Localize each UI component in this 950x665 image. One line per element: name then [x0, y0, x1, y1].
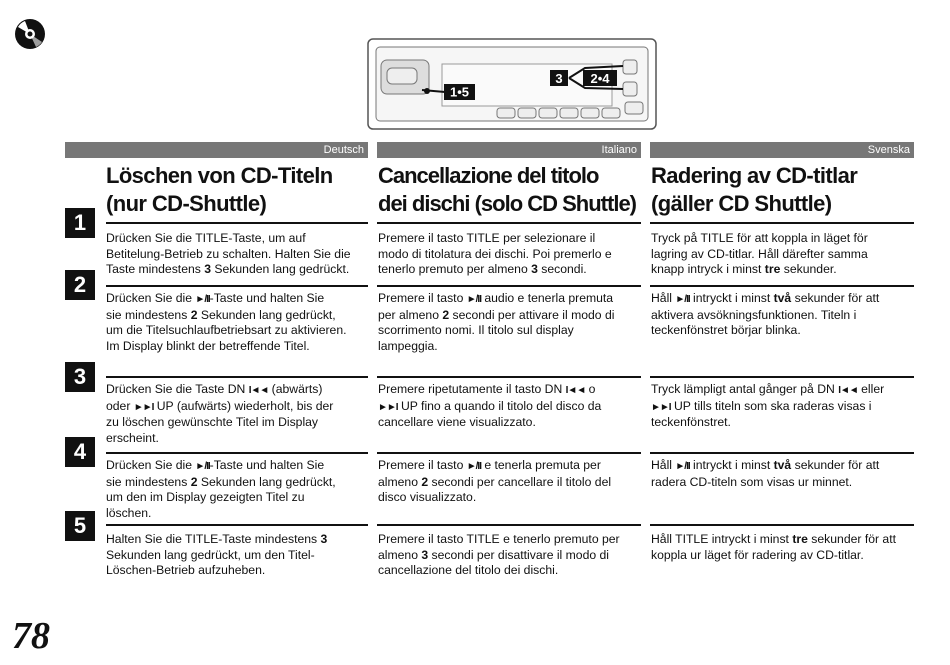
step-divider	[650, 285, 914, 287]
step-number-1: 1	[65, 208, 95, 238]
diagram-label-1-5: 1•5	[449, 84, 470, 100]
play-pause-icon: ►/II	[195, 461, 210, 472]
step-divider	[377, 452, 641, 454]
car-stereo-diagram	[367, 38, 657, 130]
language-bar-svenska: Svenska	[650, 142, 914, 158]
next-track-icon: ►►I	[651, 401, 671, 413]
page-number: 78	[12, 615, 50, 657]
step-text-de-1: Drücken Sie die TITLE-Taste, um auf Betitelung-Betrieb zu schalten. Halten Sie die Taste mindestens 3 Sekunden lang gedrückt.	[106, 231, 351, 276]
step-text-it-2: Premere il tasto ►/II audio e tenerla premuta per almeno 2 secondi per attivare il modo di scorrimento nomi. Il titolo sul display lampeggia.	[378, 291, 615, 353]
step-number-3: 3	[65, 362, 95, 392]
step-text-it-3: Premere ripetutamente il tasto DN I◄◄ o ►►I UP fino a quando il titolo del disco da cancellare viene visualizzato.	[378, 382, 602, 429]
step-text-sv-1: Tryck på TITLE för att koppla in läget för lagring av CD-titlar. Håll därefter samma knapp intryck i minst tre sekunder.	[651, 231, 868, 276]
play-pause-icon: ►/II	[195, 294, 210, 305]
step-divider	[377, 285, 641, 287]
cd-disc-icon	[14, 18, 46, 50]
step-divider	[106, 524, 368, 526]
play-pause-icon: ►/II	[466, 461, 481, 472]
section-title-svenska: Radering av CD-titlar (gäller CD Shuttle)	[651, 163, 858, 216]
step-text-it-1: Premere il tasto TITLE per selezionare il modo di titolatura dei dischi. Poi premerlo e tenerlo premuto per almeno 3 secondi.	[378, 231, 612, 276]
section-title-italiano: Cancellazione del titolo dei dischi (solo CD Shuttle)	[378, 163, 637, 216]
step-text-de-2: Drücken Sie die ►/II-Taste und halten Sie sie mindestens 2 Sekunden lang gedrückt, um die Titelsuchlaufbetriebsart zu aktivieren. Im Display blinkt der betreffende Titel.	[106, 291, 347, 353]
step-text-de-3: Drücken Sie die Taste DN I◄◄ (abwärts) oder ►►I UP (aufwärts) wiederholt, bis der zu löschen gewünschte Titel im Display erscheint.	[106, 382, 334, 445]
previous-track-icon: I◄◄	[838, 385, 858, 396]
next-track-icon: ►►I	[378, 401, 398, 413]
diagram-label-3: 3	[555, 71, 563, 86]
step-text-sv-2: Håll ►/II intryckt i minst två sekunder för att aktivera avsökningsfunktionen. Titeln i teckenfönstret börjar blinka.	[651, 291, 880, 337]
play-pause-icon: ►/II	[675, 294, 690, 305]
step-text-sv-5: Håll TITLE intryckt i minst tre sekunder för att koppla ur läget för radering av CD-titlar.	[651, 532, 896, 562]
step-text-it-4: Premere il tasto ►/II e tenerla premuta per almeno 2 secondi per cancellare il titolo del disco visualizzato.	[378, 458, 612, 504]
play-pause-icon: ►/II	[675, 461, 690, 472]
step-number-4: 4	[65, 437, 95, 467]
step-divider	[377, 376, 641, 378]
previous-track-icon: I◄◄	[565, 385, 586, 396]
step-text-de-5: Halten Sie die TITLE-Taste mindestens 3 Sekunden lang gedrückt, um den Titel- Löschen-Betrieb aufzuheben.	[106, 532, 328, 577]
language-bar-deutsch: Deutsch	[65, 142, 368, 158]
section-title-deutsch: Löschen von CD-Titeln (nur CD-Shuttle)	[106, 163, 333, 216]
step-divider	[650, 524, 914, 526]
step-text-sv-4: Håll ►/II intryckt i minst två sekunder för att radera CD-titeln som visas ur minnet.	[651, 458, 880, 489]
step-number-5: 5	[65, 511, 95, 541]
step-text-de-4: Drücken Sie die ►/II-Taste und halten Sie sie mindestens 2 Sekunden lang gedrückt, um den im Display gezeigten Titel zu löschen.	[106, 458, 336, 520]
step-divider	[650, 376, 914, 378]
step-divider	[106, 376, 368, 378]
title-divider	[650, 222, 914, 224]
step-divider	[106, 452, 368, 454]
step-number-2: 2	[65, 270, 95, 300]
previous-track-icon: I◄◄	[248, 385, 269, 396]
play-pause-icon: ►/II	[466, 294, 481, 305]
step-text-it-5: Premere il tasto TITLE e tenerlo premuto per almeno 3 secondi per disattivare il modo di cancellazione del titolo dei dischi.	[378, 532, 620, 577]
language-bar-italiano: Italiano	[377, 142, 641, 158]
title-divider	[377, 222, 641, 224]
step-text-sv-3: Tryck lämpligt antal gånger på DN I◄◄ eller ►►I UP tills titeln som ska raderas visas i teckenfönstret.	[651, 382, 885, 429]
step-divider	[650, 452, 914, 454]
diagram-label-2-4: 2•4	[590, 71, 610, 86]
title-divider	[106, 222, 368, 224]
step-divider	[106, 285, 368, 287]
step-divider	[377, 524, 641, 526]
next-track-icon: ►►I	[133, 401, 154, 413]
